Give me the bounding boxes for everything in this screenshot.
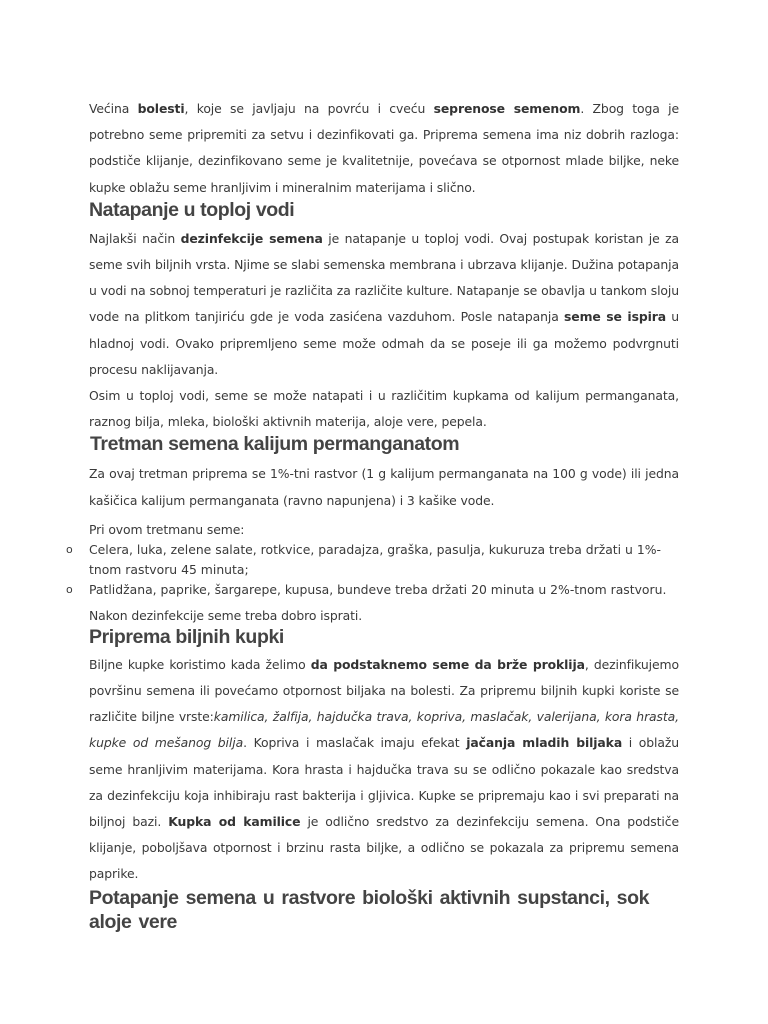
text-run: u hladnoj vodi. Ovako pripremljeno seme može odmah da se poseje ili ga možemo podvrgnuti procesu naklijavanja.	[89, 309, 680, 377]
text-run: . Zbog toga je potrebno seme pripremiti za setvu i dezinfikovati ga. Priprema semena ima niz dobrih razloga: podstiče klijanje, dezinfikovano seme je kvalitetnije, povećava se otpornost mlade biljke, neke kupke oblažu seme hranljivim i mineralnim materijama i slično.	[89, 101, 680, 195]
list-item	[66, 540, 679, 580]
bold-run: dezinfekcije semena	[180, 230, 323, 246]
list-item-text: Celera, luka, zelene salate, rotkvice, paradajza, graška, pasulja, kukuruza treba držati u 1%-tnom rastvoru 45 minuta;	[89, 541, 661, 577]
text-run: , dezinfikujemo površinu semena ili povećamo otpornost biljaka na bolesti. Za pripremu biljnih kupki koriste se različite biljne vrste:	[89, 656, 679, 725]
text-run: Većina	[89, 101, 138, 116]
bullet-icon: o	[66, 542, 73, 556]
italic-run: kamilica, žalfija, hajdučka trava, kopriva, maslačak, valerijana, kora hrasta, kupke od mešanog bilja	[89, 709, 679, 751]
bold-run: Kupka od kamilice	[168, 814, 301, 830]
text-run: je odlično sredstvo za dezinfekciju semena. Ona podstiče klijanje, poboljšava otpornost i brzinu rasta biljke, a odlično se pokazala za pripremu semena paprike.	[89, 814, 680, 882]
text-run: Biljne kupke koristimo kada želimo	[89, 656, 311, 672]
intro-paragraph	[89, 96, 679, 201]
permanganat-list	[66, 540, 679, 600]
heading-kalijum-permanganat: Tretman semena kalijum permanganatom	[90, 433, 460, 456]
heading-natapanje: Natapanje u toploj vodi	[89, 198, 295, 221]
heading-biljne-kupke: Priprema biljnih kupki	[89, 625, 284, 648]
biljne-kupke-paragraph	[89, 652, 679, 888]
text-run: i oblažu seme hranljivim materijama. Kora hrasta i hajdučka trava su se odlično pokazale kao sredstva za dezinfekciju koja inhibiraju rast bakterija i gljivica. Kupke se pripremaju kao i svi preparati na biljnoj bazi.	[89, 735, 679, 830]
text-run: . Kopriva i maslačak imaju efekat	[243, 735, 467, 751]
bold-run: bolesti	[137, 101, 185, 116]
natapanje-paragraph-2: Osim u toploj vodi, seme se može natapati i u različitim kupkama od kalijum permanganata, raznog bilja, mleka, biološki aktivnih materija, aloje vere, pepela.	[89, 388, 679, 430]
bullet-icon: o	[66, 582, 73, 596]
text-run: Najlakši način	[89, 230, 181, 246]
bold-run: seme se ispira	[563, 309, 667, 325]
text-run: , koje se javljaju na povrću i cveću	[184, 101, 434, 116]
heading-bioloski-aktivne: Potapanje semena u rastvore biološki aktivnih supstanci, sok aloje vere	[89, 886, 650, 933]
list-item	[66, 580, 679, 600]
permanganat-paragraph: Za ovaj tretman priprema se 1%-tni rastvor (1 g kalijum permanganata na 100 g vode) ili jedna kašičica kalijum permanganata (ravno napunjena) i 3 kašike vode.	[89, 466, 679, 508]
bold-run: da podstaknemo seme da brže proklija	[310, 656, 585, 672]
text-run: je natapanje u toploj vodi. Ovaj postupak koristan je za seme svih biljnih vrsta. Njime se slabi semenska membrana i ubrzava klijanje. Dužina potapanja u vodi na sobnoj temperaturi je različita za različite kulture. Natapanje se obavlja u tankom sloju vode na plitkom tanjiriću gde je voda zasićena vazduhom. Posle natapanja	[89, 230, 679, 325]
bold-run: seprenose semenom	[433, 101, 581, 116]
document-body	[66, 96, 680, 934]
permanganat-closing: Nakon dezinfekcije seme treba dobro isprati.	[89, 607, 363, 623]
permanganat-intro-list: Pri ovom tretmanu seme:	[89, 521, 245, 537]
natapanje-paragraph	[89, 226, 679, 383]
bold-run: jačanja mladih biljaka	[466, 735, 623, 751]
list-item-text: Patlidžana, paprike, šargarepe, kupusa, bundeve treba držati 20 minuta u 2%-tnom rastvoru.	[89, 581, 667, 597]
